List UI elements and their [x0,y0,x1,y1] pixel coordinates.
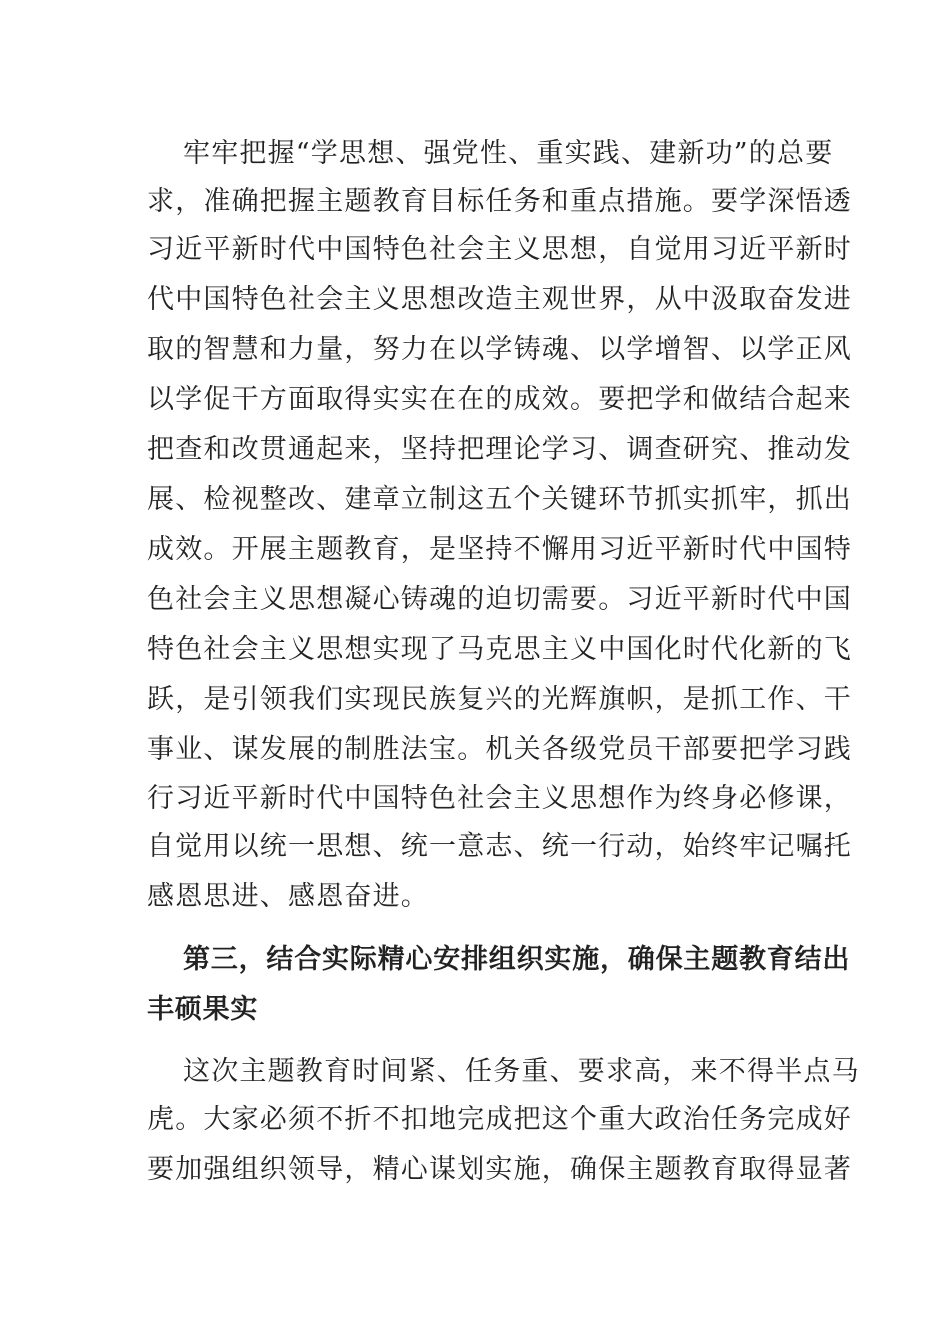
paragraph-1-line: 取的智慧和力量，努力在以学铸魂、以学增智、以学正风 [147,334,852,365]
paragraph-1-line: 以学促干方面取得实实在在的成效。要把学和做结合起来 [147,384,852,415]
paragraph-1-line: 牢牢把握“学思想、强党性、重实践、建新功”的总要 [183,138,834,169]
paragraph-1-line: 习近平新时代中国特色社会主义思想，自觉用习近平新时 [147,234,852,265]
paragraph-1-line: 把查和改贯通起来，坚持把理论学习、调查研究、推动发 [147,434,852,465]
section-heading-line: 第三，结合实际精心安排组织实施，确保主题教育结出 [183,944,851,975]
paragraph-1-line: 代中国特色社会主义思想改造主观世界，从中汲取奋发进 [147,284,852,315]
paragraph-1-line: 成效。开展主题教育，是坚持不懈用习近平新时代中国特 [147,534,852,565]
paragraph-1-line: 展、检视整改、建章立制这五个关键环节抓实抓牢，抓出 [147,484,852,515]
paragraph-1-line: 跃，是引领我们实现民族复兴的光辉旗帜，是抓工作、干 [147,684,852,715]
section-heading-line: 丰硕果实 [147,994,259,1025]
paragraph-2-line: 要加强组织领导，精心谋划实施，确保主题教育取得显著 [147,1154,852,1185]
paragraph-1-line: 行习近平新时代中国特色社会主义思想作为终身必修课， [147,783,852,814]
paragraph-1-line: 自觉用以统一思想、统一意志、统一行动，始终牢记嘱托 [147,831,852,862]
paragraph-2-line: 这次主题教育时间紧、任务重、要求高，来不得半点马 [183,1056,860,1087]
paragraph-1-line: 感恩思进、感恩奋进。 [147,881,429,912]
paragraph-1-line: 特色社会主义思想实现了马克思主义中国化时代化新的飞 [147,634,852,665]
paragraph-1-line: 求，准确把握主题教育目标任务和重点措施。要学深悟透 [147,186,852,217]
paragraph-1-line: 色社会主义思想凝心铸魂的迫切需要。习近平新时代中国 [147,584,852,615]
paragraph-1-line: 事业、谋发展的制胜法宝。机关各级党员干部要把学习践 [147,734,852,765]
paragraph-2-line: 虎。大家必须不折不扣地完成把这个重大政治任务完成好 [147,1104,852,1135]
